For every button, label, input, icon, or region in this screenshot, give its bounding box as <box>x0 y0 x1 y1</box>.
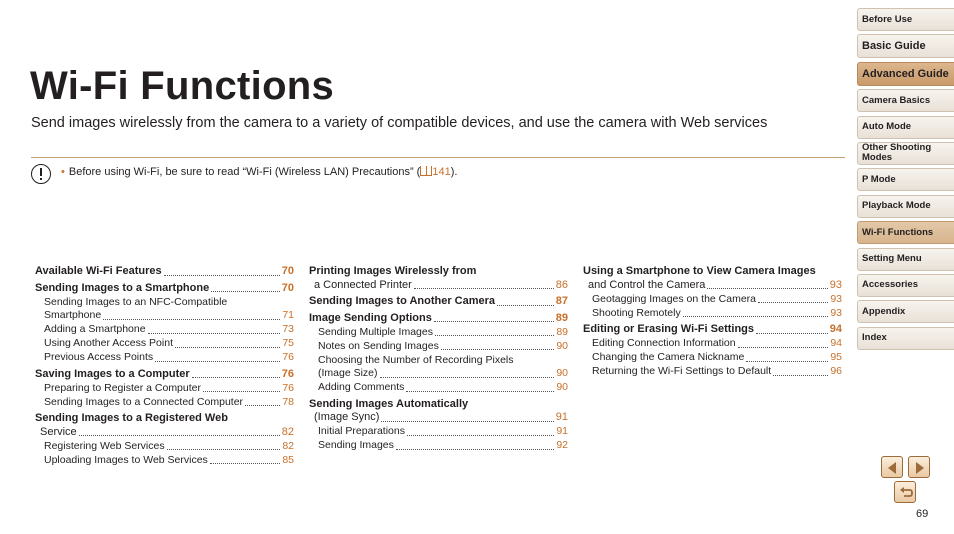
toc-entry[interactable] <box>309 279 568 293</box>
dot-leader <box>434 321 554 322</box>
toc-page-link[interactable]: 82 <box>281 425 294 438</box>
sidebar-tab-auto-mode[interactable]: Auto Mode <box>857 116 954 139</box>
toc-entry-block[interactable] <box>309 265 568 292</box>
dot-leader <box>103 319 280 320</box>
toc-page-link[interactable]: 70 <box>281 281 294 294</box>
toc-entry-label: Notes on Sending Images <box>318 339 439 352</box>
toc-column-1 <box>35 262 294 467</box>
toc-page-link[interactable]: 90 <box>556 367 568 379</box>
toc-entry[interactable] <box>583 323 842 337</box>
dot-leader <box>167 449 281 450</box>
toc-entry[interactable] <box>309 425 568 439</box>
dot-leader <box>435 335 554 336</box>
toc-entry-label: Using Another Access Point <box>44 337 173 349</box>
toc-page-link[interactable]: 76 <box>281 367 294 380</box>
toc-entry[interactable] <box>35 282 294 296</box>
toc-page-link[interactable]: 93 <box>829 278 842 291</box>
sidebar-tab-playback-mode[interactable]: Playback Mode <box>857 195 954 218</box>
toc-page-link[interactable]: 82 <box>282 439 294 452</box>
toc-entry-label: and Control the Camera <box>588 278 706 291</box>
toc-entry-block[interactable] <box>309 398 568 425</box>
sidebar-tab-before-use[interactable]: Before Use <box>857 8 954 31</box>
toc-entry-label: Uploading Images to Web Services <box>44 453 208 466</box>
note-text: Before using Wi-Fi, be sure to read “Wi-Fi (Wireless LAN) Precautions” ( <box>68 166 421 178</box>
toc-entry-label: Returning the Wi-Fi Settings to Default <box>592 365 772 377</box>
dot-leader <box>79 435 280 436</box>
toc-entry[interactable] <box>309 312 568 326</box>
toc-page-link[interactable]: 93 <box>830 306 842 319</box>
section-sidebar <box>857 8 954 353</box>
toc-page-link[interactable]: 76 <box>282 351 294 363</box>
toc-entry-label: Sending Images to a Registered Web <box>35 412 228 424</box>
dot-leader <box>381 421 553 422</box>
dot-leader <box>707 288 827 289</box>
toc-page-link[interactable]: 95 <box>830 351 842 363</box>
toc-column-2 <box>309 262 568 453</box>
toc-entry-label: Adding Comments <box>318 381 405 393</box>
sidebar-tab-camera-basics[interactable]: Camera Basics <box>857 89 954 112</box>
toc-entry[interactable] <box>309 439 568 453</box>
toc-entry-label: Sending Multiple Images <box>318 325 433 338</box>
dot-leader <box>756 333 828 334</box>
toc-entry-label: Service <box>40 425 77 438</box>
note-page-link[interactable]: 141 <box>432 166 451 178</box>
toc-entry[interactable] <box>309 340 568 354</box>
toc-page-link[interactable]: 73 <box>282 323 294 335</box>
dot-leader <box>164 275 280 276</box>
toc-entry-label: Initial Preparations <box>318 425 405 437</box>
toc-entry-label: Sending Images Automatically <box>309 397 469 410</box>
toc-entry-label: Geotagging Images on the Camera <box>592 292 757 305</box>
toc-entry-label: Sending Images to an NFC-Compatible <box>44 295 228 308</box>
toc-entry-label: Smartphone <box>44 309 102 321</box>
toc-entry[interactable] <box>318 367 568 381</box>
dot-leader <box>148 333 281 334</box>
dot-leader <box>211 291 280 292</box>
dot-leader <box>497 305 554 306</box>
toc-entry-label: a Connected Printer <box>314 278 412 291</box>
toc-entry[interactable] <box>583 293 842 307</box>
toc-entry-label: Using a Smartphone to View Camera Images <box>583 265 816 277</box>
toc-page-link[interactable]: 96 <box>830 365 842 377</box>
toc-entry-label: (Image Size) <box>318 367 378 379</box>
toc-entry-label: Sending Images <box>318 439 394 451</box>
dot-leader <box>441 349 554 350</box>
toc-page-link[interactable]: 89 <box>556 325 568 338</box>
toc-page-link[interactable]: 87 <box>555 295 568 307</box>
toc-entry-label: Preparing to Register a Computer <box>44 381 201 394</box>
dot-leader <box>407 435 554 436</box>
return-icon <box>898 485 914 501</box>
toc-entry[interactable] <box>309 326 568 340</box>
toc-entry[interactable] <box>583 307 842 321</box>
toc-page-link[interactable]: 85 <box>282 453 294 466</box>
page-number: 69 <box>916 508 929 520</box>
toc-entry-label: Editing Connection Information <box>592 337 736 349</box>
dot-leader <box>155 361 280 362</box>
toc-entry-block[interactable] <box>35 412 294 439</box>
toc-entry-label: Sending Images to a Smartphone <box>35 281 210 294</box>
dot-leader <box>406 391 554 392</box>
sidebar-tab-accessories[interactable]: Accessories <box>857 274 954 297</box>
toc-entry[interactable] <box>583 337 842 351</box>
toc-entry-block[interactable] <box>309 354 568 381</box>
toc-page-link[interactable]: 75 <box>282 337 294 349</box>
toc-entry[interactable] <box>309 411 568 425</box>
toc-page-link[interactable]: 90 <box>556 339 568 352</box>
toc-entry-label: Saving Images to a Computer <box>35 367 190 380</box>
dot-leader <box>396 449 554 450</box>
toc-column-3 <box>583 262 842 379</box>
sidebar-tab-advanced-guide[interactable]: Advanced Guide <box>857 62 954 86</box>
toc-page-link[interactable]: 71 <box>282 309 294 321</box>
toc-entry[interactable] <box>35 337 294 351</box>
caution-icon <box>31 164 51 184</box>
sidebar-tab-setting-menu[interactable]: Setting Menu <box>857 248 954 271</box>
toc-page-link[interactable]: 93 <box>830 292 842 305</box>
toc-entry[interactable] <box>35 265 294 279</box>
toc-entry-label: Changing the Camera Nickname <box>592 351 745 363</box>
toc-page-link[interactable]: 76 <box>282 381 294 394</box>
sidebar-tab-appendix[interactable]: Appendix <box>857 300 954 323</box>
toc-page-link[interactable]: 90 <box>556 381 568 393</box>
toc-entry[interactable] <box>309 295 568 309</box>
caution-note <box>61 166 457 178</box>
toc-entry-label: Available Wi-Fi Features <box>35 265 162 277</box>
toc-entry-label: Sending Images to a Connected Computer <box>44 395 244 408</box>
dot-leader <box>245 405 280 406</box>
toc-page-link[interactable]: 78 <box>282 395 294 408</box>
toc-entry[interactable] <box>35 426 294 440</box>
sidebar-tab-index[interactable]: Index <box>857 327 954 350</box>
sidebar-tab-wi-fi-functions[interactable]: Wi-Fi Functions <box>857 221 954 244</box>
toc-page-link[interactable]: 89 <box>555 311 568 324</box>
toc-entry[interactable] <box>583 365 842 379</box>
toc-entry[interactable] <box>583 279 842 293</box>
toc-entry[interactable] <box>35 382 294 396</box>
toc-entry-label: Editing or Erasing Wi-Fi Settings <box>583 323 755 335</box>
toc-entry[interactable] <box>44 309 294 323</box>
sidebar-tab-basic-guide[interactable]: Basic Guide <box>857 34 954 58</box>
toc-entry-label: (Image Sync) <box>314 411 380 423</box>
dot-leader <box>380 377 555 378</box>
bullet: • <box>61 166 65 178</box>
toc-page-link[interactable]: 86 <box>555 278 568 291</box>
toc-entry[interactable] <box>35 368 294 382</box>
page-subtitle: Send images wirelessly from the camera to a variety of compatible devices, and use the camera with Web services <box>31 115 768 131</box>
note-text-end: ). <box>450 166 458 178</box>
toc-page-link[interactable]: 92 <box>556 439 568 451</box>
toc-entry[interactable] <box>35 323 294 337</box>
book-icon <box>420 166 432 176</box>
toc-page-link[interactable]: 70 <box>281 265 294 277</box>
toc-page-link[interactable]: 91 <box>555 411 568 423</box>
toc-page-link[interactable]: 94 <box>829 323 842 335</box>
dot-leader <box>758 302 828 303</box>
toc-entry[interactable] <box>309 381 568 395</box>
dot-leader <box>175 347 280 348</box>
dot-leader <box>203 391 280 392</box>
toc-entry-label: Previous Access Points <box>44 351 154 363</box>
dot-leader <box>746 361 828 362</box>
toc-entry-label: Choosing the Number of Recording Pixels <box>318 353 514 366</box>
toc-entry-label: Adding a Smartphone <box>44 323 146 335</box>
dot-leader <box>414 288 554 289</box>
dot-leader <box>192 377 280 378</box>
page-title: Wi-Fi Functions <box>30 64 335 108</box>
toc-page-link[interactable]: 94 <box>830 337 842 349</box>
next-page-button[interactable] <box>908 456 930 478</box>
dot-leader <box>210 463 281 464</box>
toc-entry-block[interactable] <box>583 265 842 292</box>
sidebar-tab-p-mode[interactable]: P Mode <box>857 168 954 191</box>
dot-leader <box>683 316 829 317</box>
divider <box>31 157 845 158</box>
return-button[interactable] <box>894 481 916 503</box>
toc-entry-label: Printing Images Wirelessly from <box>309 265 477 277</box>
toc-entry[interactable] <box>35 396 294 410</box>
previous-page-button[interactable] <box>881 456 903 478</box>
toc-entry-label: Registering Web Services <box>44 439 165 452</box>
toc-entry-label: Shooting Remotely <box>592 306 681 319</box>
toc-entry[interactable] <box>35 454 294 468</box>
toc-page-link[interactable]: 91 <box>556 425 568 437</box>
toc-entry-block[interactable] <box>35 296 294 323</box>
toc-entry[interactable] <box>583 351 842 365</box>
toc-entry[interactable] <box>35 351 294 365</box>
sidebar-tab-other-shooting-modes[interactable]: Other Shooting Modes <box>857 142 954 165</box>
toc-entry-label: Image Sending Options <box>309 311 432 324</box>
dot-leader <box>738 347 829 348</box>
dot-leader <box>773 375 828 376</box>
toc-entry-label: Sending Images to Another Camera <box>309 295 496 307</box>
toc-entry[interactable] <box>35 440 294 454</box>
